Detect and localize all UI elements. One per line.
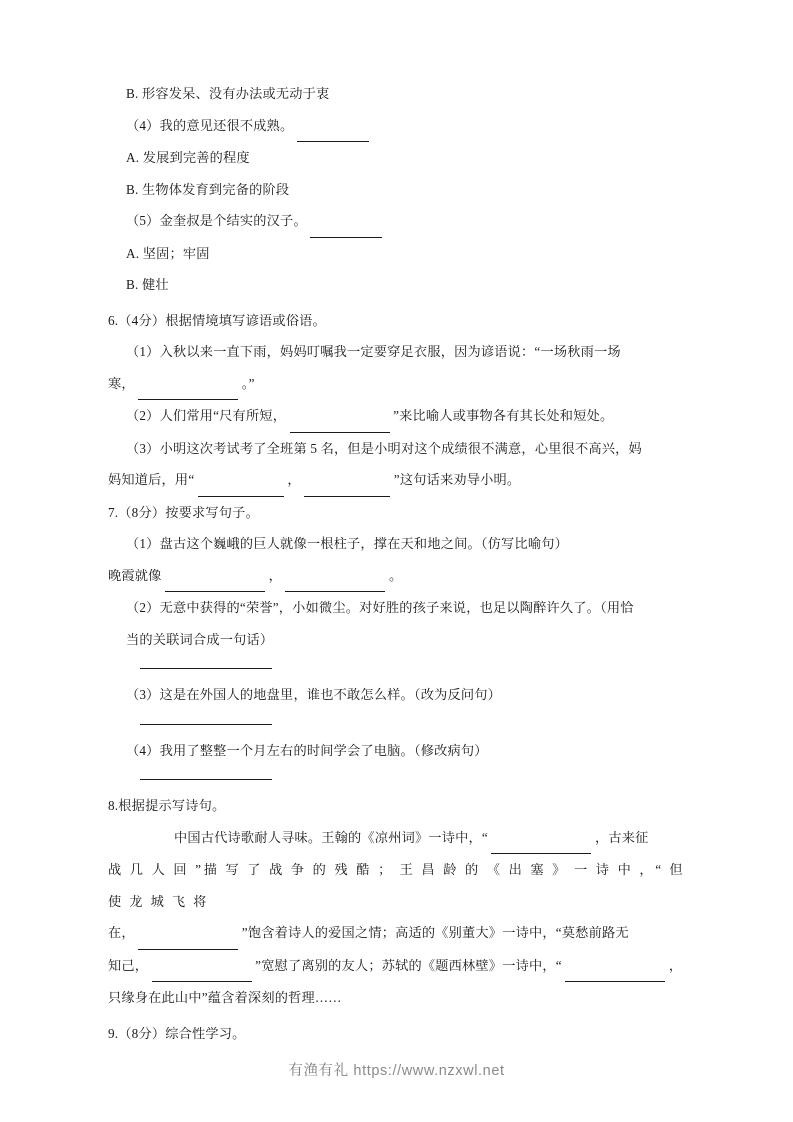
answer-blank[interactable] <box>285 560 385 593</box>
question-5-5 <box>126 205 685 238</box>
question-9-title: 9.（8分）综合性学习。 <box>108 1025 246 1041</box>
answer-blank[interactable] <box>304 464 390 497</box>
question-6-item-3 <box>108 433 685 497</box>
question-7-item-1: （1）盘古这个巍峨的巨人就像一根柱子，撑在天和地之间。（仿写比喻句） <box>126 536 568 551</box>
question-5-5-text: （5）金奎叔是个结实的汉子。 <box>126 213 307 228</box>
question-8-line-4: 知己， ”宽慰了离别的友人；苏轼的《题西林壁》一诗中，“ ， <box>108 950 685 983</box>
question-8-line-3: 在， ”饱含着诗人的爱国之情；高适的《别董大》一诗中，“莫愁前路无 <box>108 917 685 950</box>
watermark <box>0 1059 793 1080</box>
option-line: B. 形容发呆、没有办法或无动于衷 <box>126 86 330 101</box>
answer-line[interactable] <box>140 723 272 725</box>
answer-blank[interactable] <box>565 950 665 983</box>
question-7-item-2 <box>126 592 685 655</box>
question-8-line-2: 战 几 人 回 ”描 写 了 战 争 的 残 酷 ； 王 昌 龄 的 《 出 塞 》 一 诗 中 ，“ 但 使 龙 城 飞 将 <box>108 862 685 909</box>
answer-blank[interactable] <box>310 205 382 238</box>
question-6-item-2: （2）人们常用“尺有所短， ”来比喻人或事物各有其长处和短处。 <box>126 400 685 433</box>
question-7-item-1-answer: 晚霞就像 ， 。 <box>108 560 685 593</box>
question-7-item-2-line-2: 当的关联词合成一句话） <box>126 631 274 647</box>
answer-blank[interactable] <box>198 464 284 497</box>
question-6-item-1 <box>108 336 685 400</box>
question-6-item-1-line-1: （1）入秋以来一直下雨，妈妈叮嘱我一定要穿足衣服，因为谚语说：“一场秋雨一场 <box>126 344 621 359</box>
answer-blank[interactable] <box>138 917 238 950</box>
question-8-line-5: 只缘身在此山中”蕴含着深刻的哲理…… <box>108 990 342 1005</box>
answer-line[interactable] <box>140 667 272 669</box>
question-7-item-3: （3）这是在外国人的地盘里，谁也不敢怎么样。（改为反问句） <box>126 687 502 702</box>
answer-line[interactable] <box>140 778 272 780</box>
watermark-url: https://www.nzxwl.net <box>353 1063 505 1079</box>
answer-blank[interactable] <box>290 400 390 433</box>
answer-blank[interactable] <box>297 110 369 143</box>
question-6-title: 6.（4分）根据情境填写谚语或俗语。 <box>108 312 326 328</box>
option-line: A. 坚固；牢固 <box>126 245 210 261</box>
watermark-brand: 有渔有礼 <box>288 1063 349 1079</box>
answer-blank[interactable] <box>491 822 591 855</box>
question-6-item-3-line-2: 妈知道后，用“ ， ”这句话来劝导小明。 <box>108 464 685 497</box>
answer-blank[interactable] <box>165 560 265 593</box>
option-line: A. 发展到完善的程度 <box>126 150 250 165</box>
question-5-4-text: （4）我的意见还很不成熟。 <box>126 117 294 133</box>
option-line: B. 生物体发育到完备的阶段 <box>126 181 290 197</box>
option-line: B. 健壮 <box>126 277 169 292</box>
question-5-4 <box>126 110 685 143</box>
question-8-line-1: 中国古代诗歌耐人寻味。王翰的《凉州词》一诗中，“ ，古来征 <box>126 822 685 855</box>
question-8-body <box>108 822 685 1014</box>
question-8-title: 8.根据提示写诗句。 <box>108 798 226 813</box>
question-7-title: 7.（8分）按要求写句子。 <box>108 504 259 520</box>
answer-blank[interactable] <box>138 368 238 401</box>
question-7-item-4: （4）我用了整整一个月左右的时间学会了电脑。（修改病句） <box>126 742 488 758</box>
answer-blank[interactable] <box>152 950 252 983</box>
question-7-item-2-line-1: （2）无意中获得的“荣誉”，小如微尘。对好胜的孩子来说，也足以陶醉许久了。（用恰 <box>126 600 634 615</box>
question-6-item-3-line-1: （3）小明这次考试考了全班第 5 名，但是小明对这个成绩很不满意，心里很不高兴，妈 <box>126 440 642 456</box>
question-6-item-1-line-2: 寒， 。” <box>108 368 685 401</box>
